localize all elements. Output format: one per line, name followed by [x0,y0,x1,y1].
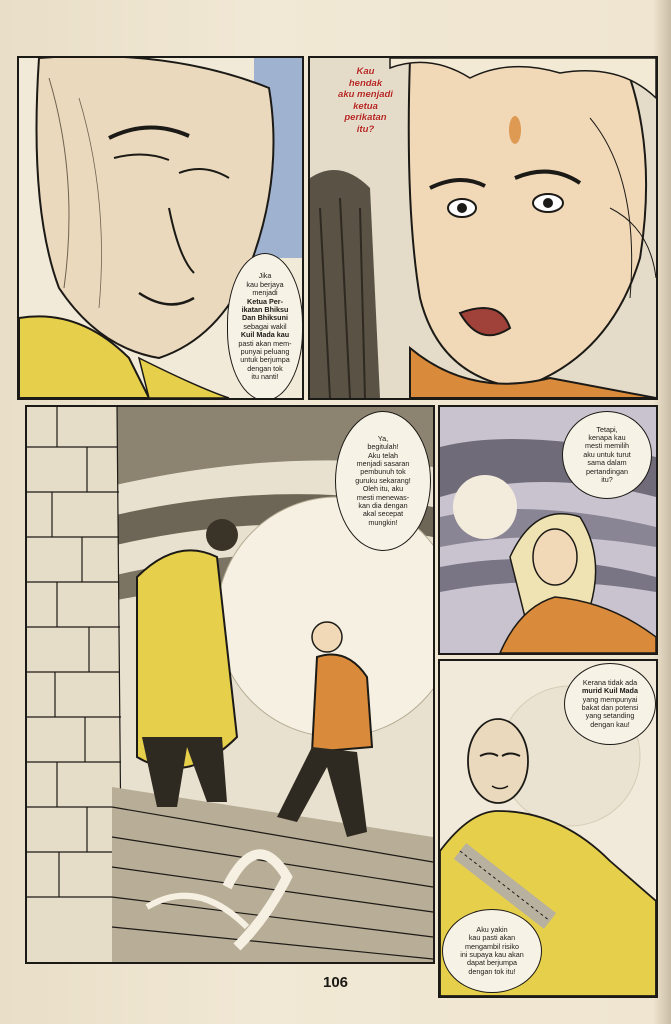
bubble-line: dengan kau! [590,719,630,729]
speech-bubble-bakat-potensi [564,663,656,745]
bubble-line: menjadi sasaran [356,458,410,468]
bubble-line: kan dia dengan [358,501,408,511]
bubble-line: dapat berjumpa [467,958,517,968]
caption-line: itu? [356,123,375,135]
bubble-line: untuk berjumpa [240,355,290,365]
bubble-line: itu? [601,475,613,485]
bubble-line: yang mempunyai [582,694,638,704]
panel-youth-closeup [308,56,658,400]
shout-caption-ketua [318,66,413,135]
bubble-line: Kuil Mada kau [240,330,290,340]
bubble-line: pembunuh tok [360,467,406,477]
bubble-line: Aku telah [368,450,398,460]
bubble-line: pertandingan [586,466,628,476]
bubble-line: kau pasti akan [468,933,516,943]
bubble-line: kenapa kau [588,432,626,442]
bubble-line: Aku yakin [476,924,508,934]
bubble-line: Ya, [377,433,389,443]
bubble-line: dengan tok [247,363,283,373]
speech-bubble-kenapa-aku [562,411,652,499]
caption-line: aku menjadi [338,89,393,100]
bubble-line: aku untuk turut [583,449,631,459]
bubble-line: ikatan Bhiksu [241,304,289,314]
bubble-line: mungkin! [368,517,398,527]
bubble-line: yang setanding [585,711,635,721]
bubble-line: Oleh itu, aku [362,484,404,494]
panel-stairs-scene [25,405,435,964]
bubble-line: bakat dan potensi [581,703,639,712]
speech-bubble-sasaran-pembunuh [335,411,431,551]
bubble-line: Ketua Per- [247,296,283,306]
bubble-line: punyai peluang [240,347,290,357]
panel-monk-closeup [17,56,304,400]
bubble-line: menjadi [252,288,278,298]
bubble-line: mengambil risiko [465,941,519,951]
bubble-line: sama dalam [587,458,627,468]
caption-line: hendak [348,77,383,89]
bubble-line: murid Kuil Mada [582,686,638,696]
bubble-line: Kerana tidak ada [582,677,638,687]
speech-bubble-ketua-perikatan [227,253,303,400]
bubble-line: mesti menewas- [356,492,410,502]
bubble-line: pasti akan mem- [238,338,292,348]
bubble-line: dengan tok itu! [468,966,516,976]
panel-youth-sky [438,405,658,655]
caption-line: perikatan [344,112,387,123]
bubble-line: Jika [258,271,272,281]
bubble-line: akal secepat [362,509,404,519]
page-number: 106 [322,974,349,991]
bubble-line: Tetapi, [596,424,618,434]
bubble-line: mesti memilih [585,441,629,451]
bubble-line: Dan Bhiksuni [242,313,288,323]
caption-line: Kau [356,66,375,77]
caption-line: ketua [353,100,378,112]
bubble-line: ini supaya kau akan [460,950,524,959]
bubble-line: begitulah! [367,442,399,452]
bubble-line: guruku sekarang! [355,475,411,485]
bubble-line: kau berjaya [246,279,284,289]
panel-monk-reply [438,659,658,998]
bubble-line: sebagai wakil [243,321,287,331]
bubble-line: itu nanti! [251,372,279,382]
